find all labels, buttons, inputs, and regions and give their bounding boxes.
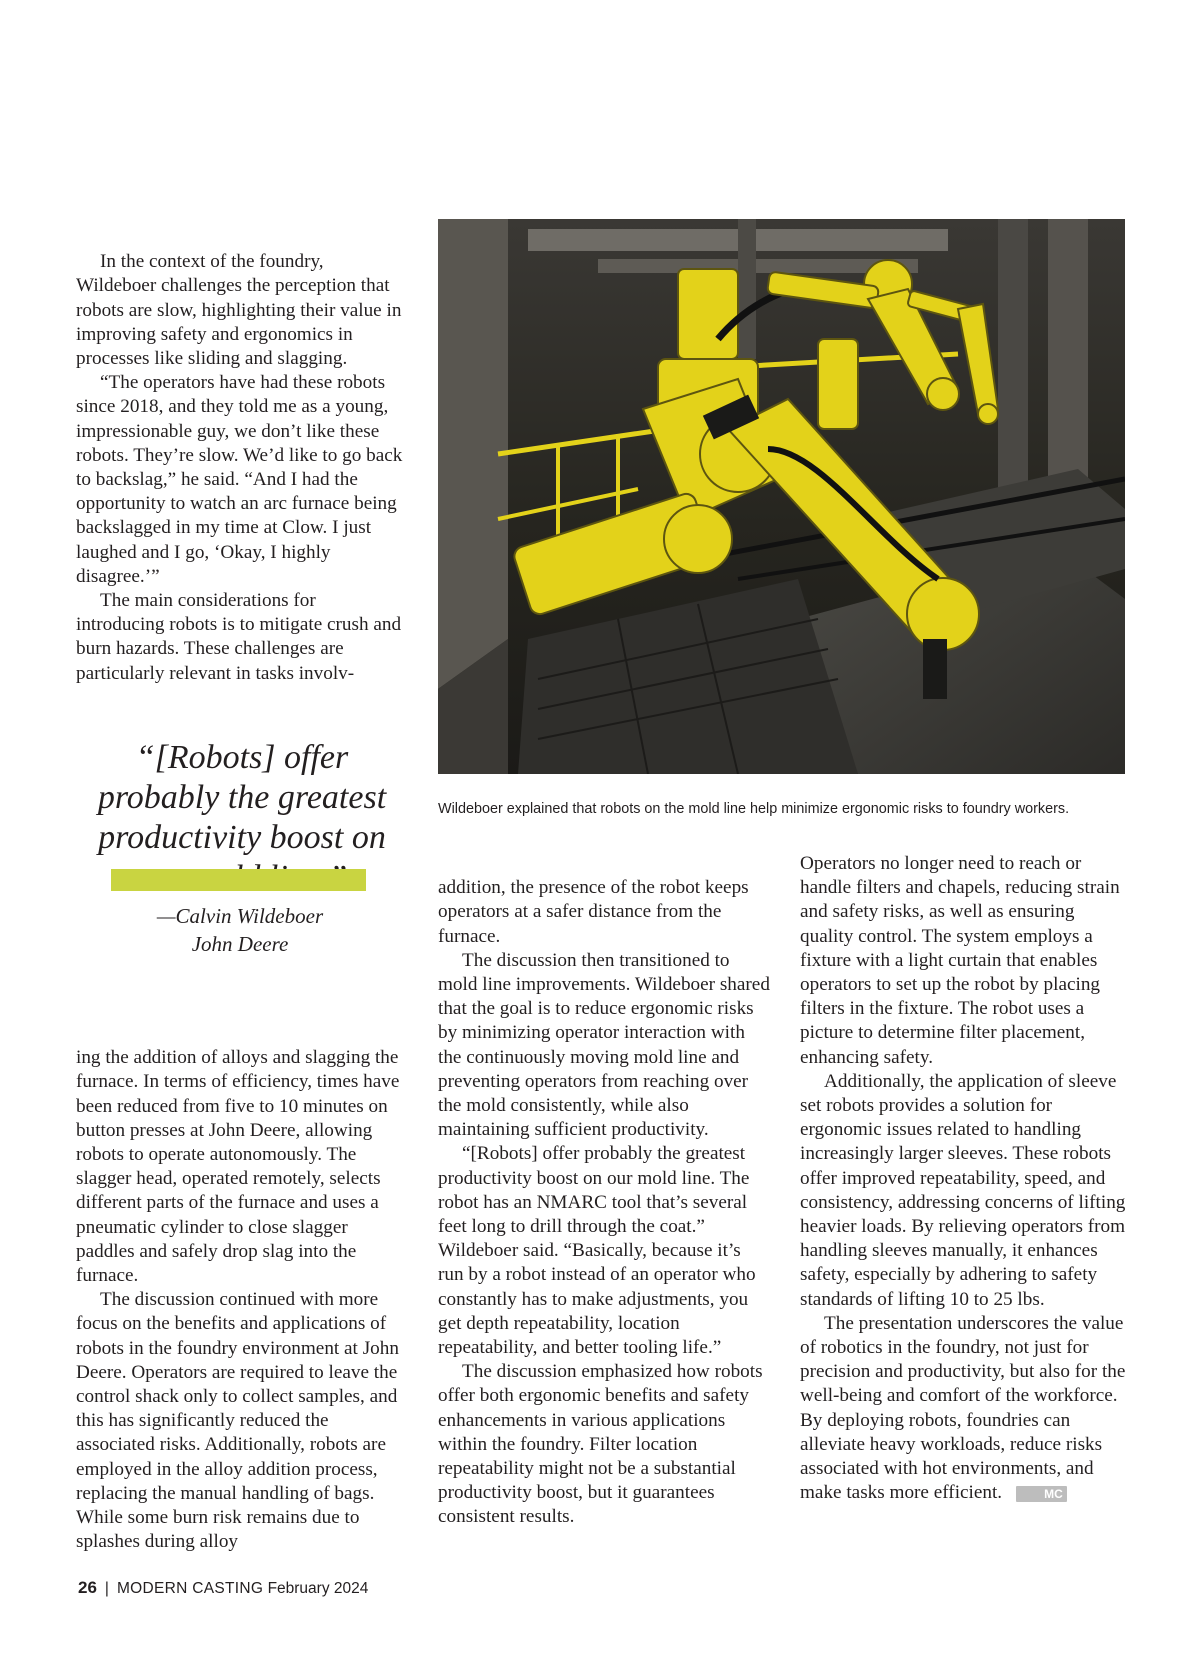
- article-paragraph: “[Robots] offer probably the greatest productivity boost on our mold line. The robot has an NMARC tool that’s several feet long to drill through the coat.” Wildeboer said. “Basically, because it’s run by a robot instead of an operator who constantly has to make adjustments, you get depth repeatability, location repeatability, and better tooling life.”: [438, 1143, 756, 1359]
- pull-quote-text: “[Robots] offer probably the greatest productivity boost on: [97, 739, 387, 856]
- attribution-name: —Calvin Wildeboer: [156, 904, 324, 928]
- pull-quote-accent-bar: [111, 869, 366, 891]
- caption-text: Wildeboer explained that robots on the mold line help minimize ergonomic risks to foundry workers.: [438, 801, 1070, 817]
- article-paragraph: “The operators have had these robots since 2018, and they told me as a young, impressionable guy, we don’t like these robots. They’re slow. We’d like to go back to backslag,” he said. “And I had the opportunity to watch an arc furnace being backslagged in my time at Clow. I just laughed and I go, ‘Okay, I highly disagree.’”: [76, 372, 403, 587]
- article-paragraph: The presentation underscores the value of robotics in the foundry, not just for precision and productivity, but also for the well-being and comfort of the workforce. By deploying robots, foundries can alleviate heavy workloads, reduce risks associated with hot environments, and make tasks more efficient. MC: [800, 1312, 1126, 1504]
- article-paragraph: The discussion continued with more focus on the benefits and applications of robots in the foundry environment at John Deere. Operators are required to leave the control shack only to collect samples, and this has significantly reduced the associated risks. Additionally, robots are employed in the alloy addition process, replacing the manual handling of bags. While some burn risk remains due to splashes during alloy: [76, 1289, 399, 1553]
- article-paragraph: ing the addition of alloys and slagging the furnace. In terms of efficiency, times have been reduced from five to 10 minutes on button presses at John Deere, allowing robots to operate autonomously. The slagger head, operated remotely, selects different parts of the furnace and uses a pneumatic cylinder to close slagger paddles and safely drop slag into the furnace.: [76, 1047, 400, 1287]
- article-paragraph: In the context of the foundry, Wildeboer challenges the perception that robots are slow, highlighting their value in improving safety and ergonomics in processes like sliding and slagging.: [76, 251, 402, 370]
- article-paragraph: Additionally, the application of sleeve set robots provides a solution for ergonomic issues related to handling increasingly larger sleeves. These robots offer improved repeatability, speed, and consistency, addressing concerns of lifting heavier loads. By relieving operators from handling sleeves manually, it enhances safety, especially by adhering to safety standards of lifting 10 to 25 lbs.: [800, 1070, 1126, 1310]
- article-paragraph: The main considerations for introducing robots is to mitigate crush and burn hazards. These challenges are particularly relevant in tasks involv-: [76, 590, 402, 684]
- article-column-1-bottom: [76, 1022, 406, 1579]
- page-number: 26: [78, 1578, 97, 1597]
- article-text: [438, 876, 770, 1529]
- issue-date: February 2024: [267, 1580, 369, 1597]
- magazine-name: MODERN CASTING: [116, 1580, 264, 1597]
- attribution-company: John Deere: [191, 932, 289, 956]
- end-mark-logo: MC: [1016, 1486, 1067, 1502]
- pull-quote: [80, 698, 404, 898]
- article-column-2: [438, 852, 770, 1554]
- pull-quote-attribution: [90, 902, 390, 958]
- footer-separator: |: [104, 1580, 109, 1597]
- article-paragraph: Operators no longer need to reach or handle filters and chapels, reducing strain and safety risks, as well as ensuring quality control. The system employs a fixture with a light curtain that enables operators to set up the robot by placing filters in the fixture. The robot uses a picture to determine filter placement, enhancing safety.: [800, 853, 1120, 1068]
- robot-photo: [438, 219, 1125, 774]
- article-column-1-top: [76, 226, 406, 710]
- article-text: [76, 250, 406, 686]
- article-text: [76, 1046, 406, 1554]
- article-paragraph: addition, the presence of the robot keeps operators at a safer distance from the furnace.: [438, 877, 749, 947]
- page-footer: [78, 1578, 368, 1599]
- article-text: [800, 852, 1132, 1505]
- photo-caption: [438, 782, 1078, 818]
- robot-photo-illustration: [438, 219, 1125, 774]
- article-column-3: [800, 852, 1132, 1505]
- article-paragraph: The discussion then transitioned to mold line improvements. Wildeboer shared that the goal is to reduce ergonomic risks by minimizing operator interaction with the continuously moving mold line and preventing operators from reaching over the mold consistently, while also maintaining sufficient productivity.: [438, 949, 770, 1141]
- article-paragraph: The discussion emphasized how robots offer both ergonomic benefits and safety enhancements in various applications within the foundry. Filter location repeatability might not be a substantial productivity boost, but it guarantees consistent results.: [438, 1361, 763, 1528]
